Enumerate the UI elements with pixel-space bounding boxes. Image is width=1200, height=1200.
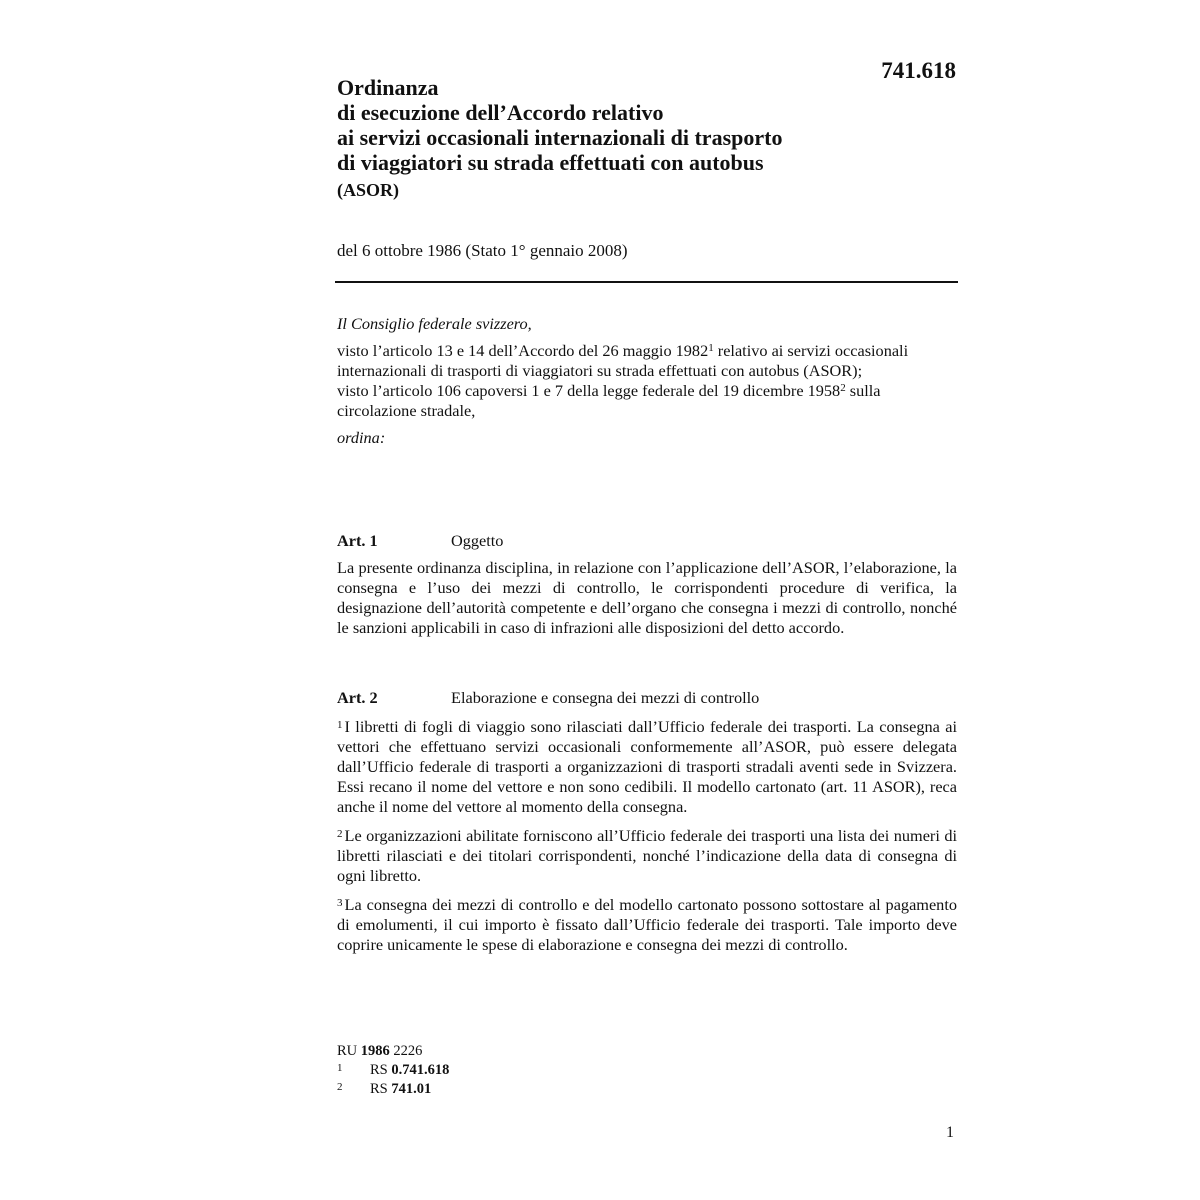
title-line: ai servizi occasionali internazionali di trasporto (337, 125, 783, 150)
article-title: Elaborazione e consegna dei mezzi di controllo (451, 688, 760, 707)
footnotes (337, 1043, 449, 1098)
ru-page: 2226 (389, 1043, 423, 1059)
paragraph-number: 1 (337, 719, 343, 731)
preamble-visto-1-text-end: relativo ai servizi occasionali internazionali di trasporti di viaggiatori su strada effettuati con autobus (ASOR); (337, 341, 909, 380)
preamble-visto-2 (337, 381, 957, 421)
preamble-ordina: ordina: (337, 428, 386, 447)
preamble (337, 314, 957, 448)
footnote-link[interactable]: 0.741.618 (391, 1062, 450, 1078)
footnote-prefix: RS (370, 1081, 392, 1097)
article-heading (337, 531, 957, 551)
article-paragraph (337, 893, 957, 955)
paragraph-text: Le organizzazioni abilitate forniscono all’Ufficio federale dei trasporti una lista dei numeri di libretti rilasciati e dei titolari corrispondenti, nonché l’indicazione della data di consegna di ogni libretto. (337, 826, 957, 885)
article-paragraph (337, 824, 957, 886)
title-line: di esecuzione dell’Accordo relativo (337, 100, 664, 125)
article-paragraph (337, 715, 957, 817)
article-paragraph: La presente ordinanza disciplina, in relazione con l’applicazione dell’ASOR, l’elaborazione, la consegna e l’uso dei mezzi di controllo, le corrispondenti procedure di verifica, la designazione dell’autorità competente e dell’organo che consegna i mezzi di controllo, nonché le sanzioni applicabili in caso di infrazioni alle disposizioni del detto accordo. (337, 558, 957, 637)
footnote-prefix: RS (370, 1062, 392, 1078)
footnote-ref-1[interactable]: 1 (708, 342, 714, 354)
preamble-visto-2-text: visto l’articolo 106 capoversi 1 e 7 della legge federale del 19 dicembre 1958 (337, 381, 841, 400)
footnote-number: 2 (337, 1081, 343, 1093)
preamble-authority: Il Consiglio federale svizzero, (337, 314, 532, 333)
footnote-2 (337, 1079, 449, 1098)
title-line: Ordinanza (337, 75, 439, 100)
article-2 (337, 688, 957, 962)
article-body (337, 715, 957, 955)
article-heading (337, 688, 957, 708)
preamble-visto-2-text-end: sulla circolazione stradale, (337, 381, 881, 420)
footnote-number: 1 (337, 1062, 343, 1074)
page-number: 1 (946, 1124, 954, 1141)
document-abbreviation: (ASOR) (337, 180, 399, 200)
footnote-link[interactable]: 741.01 (391, 1081, 432, 1097)
footnote-1 (337, 1060, 449, 1079)
article-number: Art. 1 (337, 531, 378, 550)
article-title: Oggetto (451, 531, 504, 550)
article-number: Art. 2 (337, 688, 378, 707)
preamble-visto-1-text: visto l’articolo 13 e 14 dell’Accordo del 26 maggio 1982 (337, 341, 709, 360)
document-title (337, 75, 897, 175)
ru-prefix: RU (337, 1043, 361, 1059)
header-divider (335, 281, 958, 283)
document-number: 741.618 (881, 58, 956, 83)
title-line: di viaggiatori su strada effettuati con autobus (337, 150, 764, 175)
article-1 (337, 531, 957, 645)
paragraph-text: I libretti di fogli di viaggio sono rilasciati dall’Ufficio federale dei trasporti. La consegna ai vettori che effettuano servizi occasionali conformemente all’ASOR, può essere delegata dall’Ufficio federale di trasporti a organizzazioni di trasporti stradali aventi sede in Svizzera. Essi recano il nome del vettore e non sono cedibili. Il modello cartonato (art. 11 ASOR), reca anche il nome del vettore al momento della consegna. (337, 717, 957, 816)
document-date: del 6 ottobre 1986 (Stato 1° gennaio 2008) (337, 241, 628, 260)
paragraph-number: 3 (337, 897, 343, 909)
paragraph-text: La consegna dei mezzi di controllo e del modello cartonato possono sottostare al pagamento di emolumenti, il cui importo è fissato dall’Ufficio federale dei trasporti. Tale importo deve coprire unicamente le spese di elaborazione e consegna dei mezzi di controllo. (337, 895, 957, 954)
preamble-visto-1 (337, 341, 957, 381)
footnote-ref-2[interactable]: 2 (840, 382, 846, 394)
ru-year: 1986 (360, 1043, 390, 1059)
paragraph-number: 2 (337, 828, 343, 840)
official-collection-ref (337, 1043, 449, 1060)
article-body (337, 558, 957, 638)
